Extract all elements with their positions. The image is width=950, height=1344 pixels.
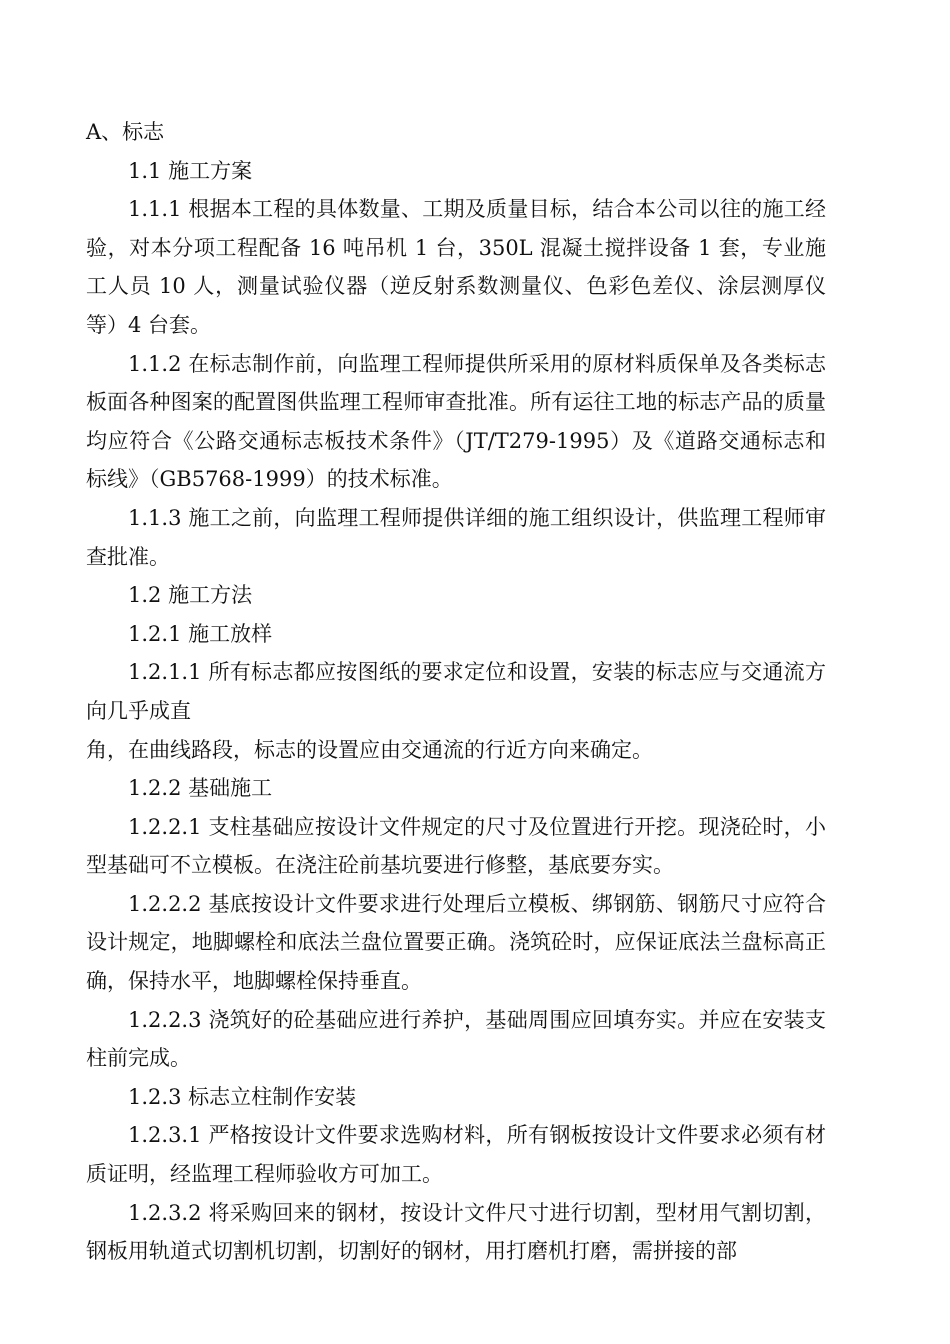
subsection-title: 1.1 施工方案 bbox=[128, 158, 253, 183]
paragraph: 1.1.2 在标志制作前，向监理工程师提供所采用的原材料质保单及各类标志板面各种图案的配置图供监理工程师审查批准。所有运往工地的标志产品的质量均应符合《公路交通标志板技术条件》（JT/T279-1995）及《道路交通标志和标线》（GB5768-1999）的技术标准。 bbox=[86, 351, 826, 492]
paragraph: 1.2.3.2 将采购回来的钢材，按设计文件尺寸进行切割，型材用气割切割，钢板用轨道式切割机切割，切割好的钢材，用打磨机打磨，需拼接的部 bbox=[86, 1200, 826, 1264]
paragraph: 1.2.3.1 严格按设计文件要求选购材料，所有钢板按设计文件要求必须有材质证明，经监理工程师验收方可加工。 bbox=[86, 1123, 826, 1187]
paragraph: 1.2.2.3 浇筑好的砼基础应进行养护，基础周围应回填夯实。并应在安装支柱前完成。 bbox=[86, 1007, 826, 1071]
paragraph: 1.2.1.1 所有标志都应按图纸的要求定位和设置，安装的标志应与交通流方向几乎成直 bbox=[86, 660, 826, 723]
section-heading: A、标志 bbox=[86, 120, 165, 144]
paragraph: 1.1.3 施工之前，向监理工程师提供详细的施工组织设计，供监理工程师审查批准。 bbox=[86, 505, 826, 569]
document-body bbox=[86, 113, 826, 1271]
paragraph-continuation: 角，在曲线路段，标志的设置应由交通流的行近方向来确定。 bbox=[86, 737, 653, 762]
paragraph: 1.2.2.1 支柱基础应按设计文件规定的尺寸及位置进行开挖。现浇砼时，小型基础可不立模板。在浇注砼前基坑要进行修整，基底要夯实。 bbox=[86, 814, 826, 878]
paragraph: 1.1.1 根据本工程的具体数量、工期及质量目标，结合本公司以往的施工经验，对本分项工程配备 16 吨吊机 1 台，350L 混凝土搅拌设备 1 套，专业施工人员 10 人，测量试验仪器（逆反射系数测量仪、色彩色差仪、涂层测厚仪等）4 台套。 bbox=[86, 197, 826, 337]
subsection-title: 1.2.1 施工放样 bbox=[128, 621, 273, 646]
subsection-title: 1.2.3 标志立柱制作安装 bbox=[128, 1084, 357, 1109]
paragraph: 1.2.2.2 基底按设计文件要求进行处理后立模板、绑钢筋、钢筋尺寸应符合设计规定，地脚螺栓和底法兰盘位置要正确。浇筑砼时，应保证底法兰盘标高正确，保持水平，地脚螺栓保持垂直。 bbox=[86, 891, 826, 994]
subsection-title: 1.2.2 基础施工 bbox=[128, 776, 273, 801]
subsection-title: 1.2 施工方法 bbox=[128, 583, 253, 608]
